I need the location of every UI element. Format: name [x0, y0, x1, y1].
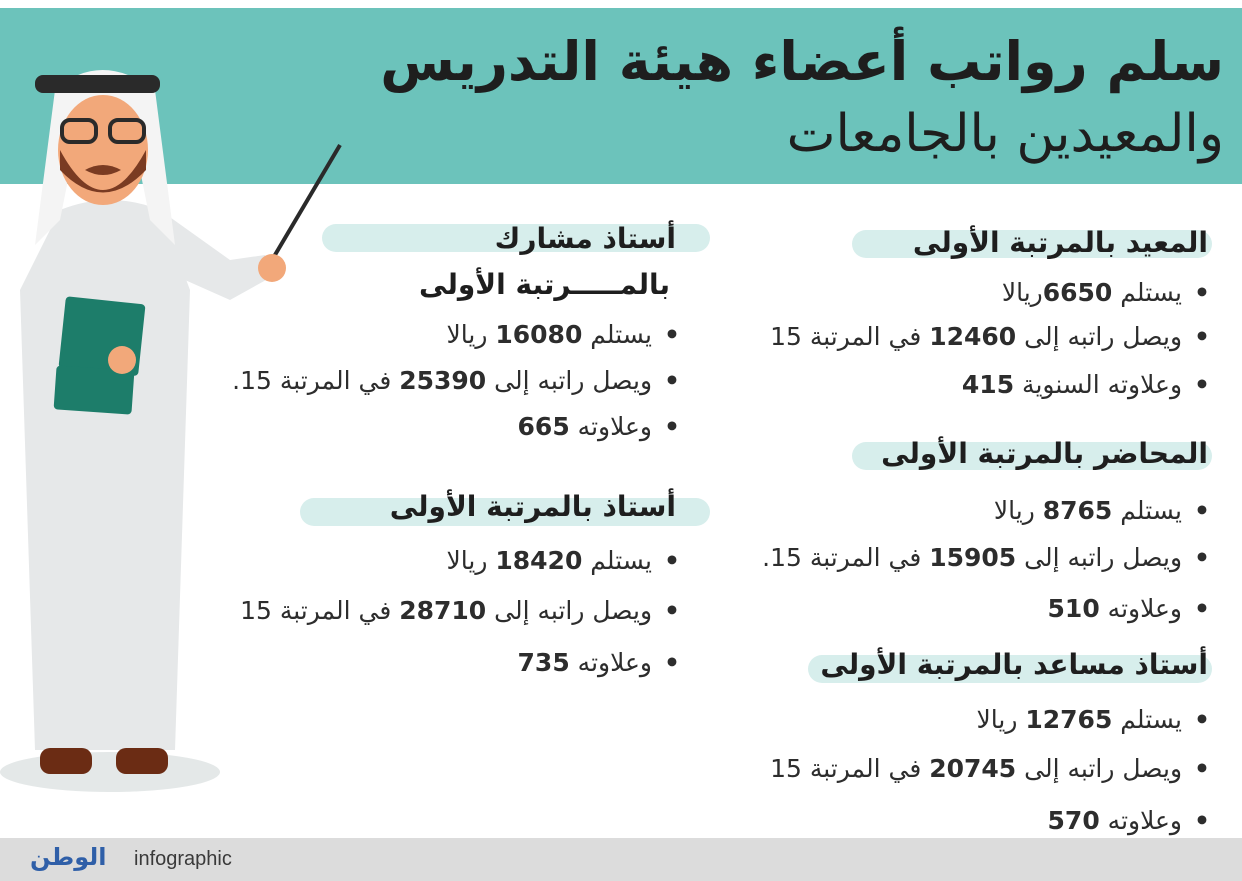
section-heading: المعيد بالمرتبة الأولى	[912, 226, 1208, 259]
section-heading: أستاذ مشارك	[494, 222, 676, 255]
alwatan-logo: الوطن	[30, 843, 107, 871]
raised-hand	[258, 254, 286, 282]
list-item: •يستلم 16080 ريالا	[446, 320, 680, 349]
section-heading: المحاضر بالمرتبة الأولى	[881, 437, 1208, 470]
bullet-icon: •	[1194, 543, 1210, 572]
list-item: •وعلاوته 510	[1047, 594, 1210, 623]
bullet-icon: •	[1194, 705, 1210, 734]
shoe-left	[40, 748, 92, 774]
agal	[35, 75, 160, 93]
bullet-icon: •	[1194, 496, 1210, 525]
list-item: •ويصل راتبه إلى 28710 في المرتبة 15	[240, 596, 680, 625]
bullet-icon: •	[664, 596, 680, 625]
holding-hand	[108, 346, 136, 374]
list-item: •ويصل راتبه إلى 15905 في المرتبة 15.	[762, 543, 1210, 572]
list-item: •ويصل راتبه إلى 12460 في المرتبة 15	[770, 322, 1210, 351]
title-line-1: سلم رواتب أعضاء هيئة التدريس	[380, 30, 1224, 93]
list-item: •يستلم 6650ريالا	[1001, 278, 1210, 307]
list-item: •وعلاوته السنوية 415	[961, 370, 1210, 399]
list-item: •يستلم 8765 ريالا	[993, 496, 1210, 525]
shadow-ellipse	[0, 752, 220, 792]
bullet-icon: •	[1194, 278, 1210, 307]
shoe-right	[116, 748, 168, 774]
list-item: •يستلم 18420 ريالا	[446, 546, 680, 575]
thobe	[20, 200, 190, 750]
bullet-icon: •	[664, 366, 680, 395]
bullet-icon: •	[664, 320, 680, 349]
section-heading-line-2: بالمـــــرتبة الأولى	[419, 268, 670, 301]
bullet-icon: •	[1194, 594, 1210, 623]
infographic-label: infographic	[134, 848, 232, 870]
section-heading: أستاذ بالمرتبة الأولى	[389, 490, 676, 523]
list-item: •وعلاوته 570	[1047, 806, 1210, 835]
lecturer-illustration	[0, 30, 360, 800]
list-item: •وعلاوته 665	[517, 412, 680, 441]
face	[58, 95, 148, 205]
section-heading: أستاذ مساعد بالمرتبة الأولى	[820, 648, 1208, 681]
bullet-icon: •	[664, 546, 680, 575]
list-item: •ويصل راتبه إلى 25390 في المرتبة 15.	[232, 366, 680, 395]
list-item: •وعلاوته 735	[517, 648, 680, 677]
list-item: •يستلم 12765 ريالا	[976, 705, 1210, 734]
bullet-icon: •	[1194, 370, 1210, 399]
title-line-2: والمعيدين بالجامعات	[786, 104, 1224, 164]
bullet-icon: •	[664, 648, 680, 677]
bullet-icon: •	[1194, 322, 1210, 351]
bullet-icon: •	[1194, 754, 1210, 783]
list-item: •ويصل راتبه إلى 20745 في المرتبة 15	[770, 754, 1210, 783]
bullet-icon: •	[664, 412, 680, 441]
bullet-icon: •	[1194, 806, 1210, 835]
